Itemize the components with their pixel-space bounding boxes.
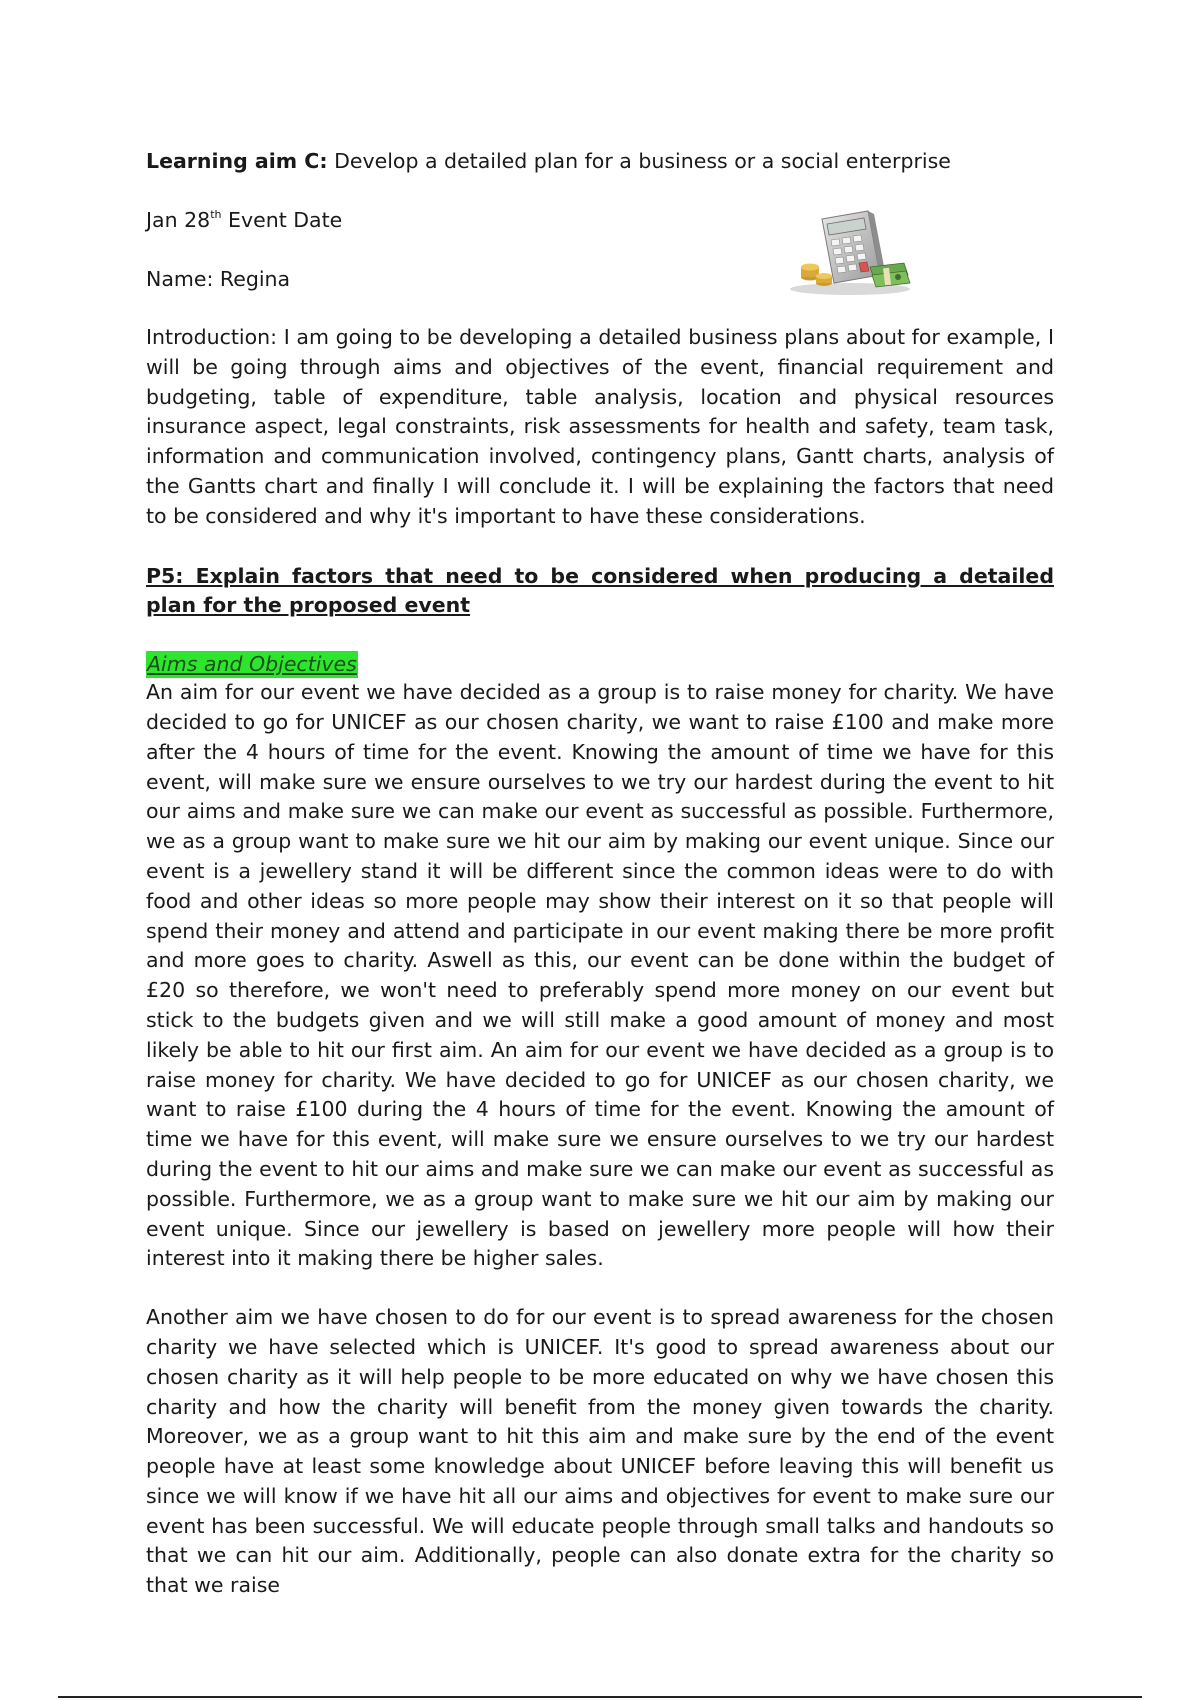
document-page bbox=[146, 146, 1054, 1601]
learning-aim-label: Learning aim C: bbox=[146, 149, 328, 173]
learning-aim-text: Develop a detailed plan for a business or a social enterprise bbox=[327, 149, 951, 173]
p5-heading: P5: Explain factors that need to be considered when producing a detailed plan for the proposed event bbox=[146, 563, 1054, 618]
introduction-paragraph: Introduction: I am going to be developing a detailed business plans about for example, I will be going through aims and objectives of the event, financial requirement and budgeting, table of expenditure, table analysis, location and physical resources insurance aspect, legal constraints, risk assessments for health and safety, team task, information and communication involved, contingency plans, Gantt charts, analysis of the Gantts chart and finally I will conclude it. I will be explaining the factors that need to be considered and why it's important to have these considerations. bbox=[146, 325, 1054, 528]
footer-rule bbox=[58, 1696, 1142, 1698]
calculator-with-money-icon bbox=[772, 205, 928, 297]
event-date-prefix: Jan 28 bbox=[146, 208, 211, 232]
learning-aim-line bbox=[146, 146, 1054, 176]
aims-paragraph-1: An aim for our event we have decided as a group is to raise money for charity. We have decided to go for UNICEF as our chosen charity, we want to raise £100 and make more after the 4 hours of time for the event. Knowing the amount of time we have for this event, will make sure we ensure ourselves to we try our hardest during the event to hit our aims and make sure we can make our event as successful as possible. Furthermore, we as a group want to make sure we hit our aim by making our event unique. Since our event is a jewellery stand it will be different since the common ideas were to do with food and other ideas so more people may show their interest on it so that people will spend their money and attend and participate in our event making there be more profit and more goes to charity. Aswell as this, our event can be done within the budget of £20 so therefore, we won't need to preferably spend more money on our event but stick to the budgets given and we will still make a good amount of money and most likely be able to hit our first aim. An aim for our event we have decided as a group is to raise money for charity. We have decided to go for UNICEF as our chosen charity, we want to raise £100 during the 4 hours of time for the event. Knowing the amount of time we have for this event, will make sure we ensure ourselves to we try our hardest during the event to hit our aims and make sure we can make our event as successful as possible. Furthermore, we as a group want to make sure we hit our aim by making our event unique. Since our jewellery is based on jewellery more people will how their interest into it making there be higher sales. bbox=[146, 680, 1054, 1271]
event-date-ordinal: th bbox=[210, 208, 222, 221]
event-date-text: Event Date bbox=[221, 208, 343, 232]
aims-objectives-subheading: Aims and Objectives bbox=[147, 652, 357, 677]
aims-paragraph-2: Another aim we have chosen to do for our event is to spread awareness for the chosen charity we have selected which is UNICEF. It's good to spread awareness about our chosen charity as it will help people to be more educated on why we have chosen this charity and how the charity will benefit from the money given towards the charity. Moreover, we as a group want to hit this aim and make sure by the end of the event people have at least some knowledge about UNICEF before leaving this will benefit us since we will know if we have hit all our aims and objectives for event to make sure our event has been successful. We will educate people through small talks and handouts so that we can hit our aim. Additionally, people can also donate extra for the charity so that we raise bbox=[146, 1305, 1054, 1598]
student-name: Name: Regina bbox=[146, 267, 291, 291]
